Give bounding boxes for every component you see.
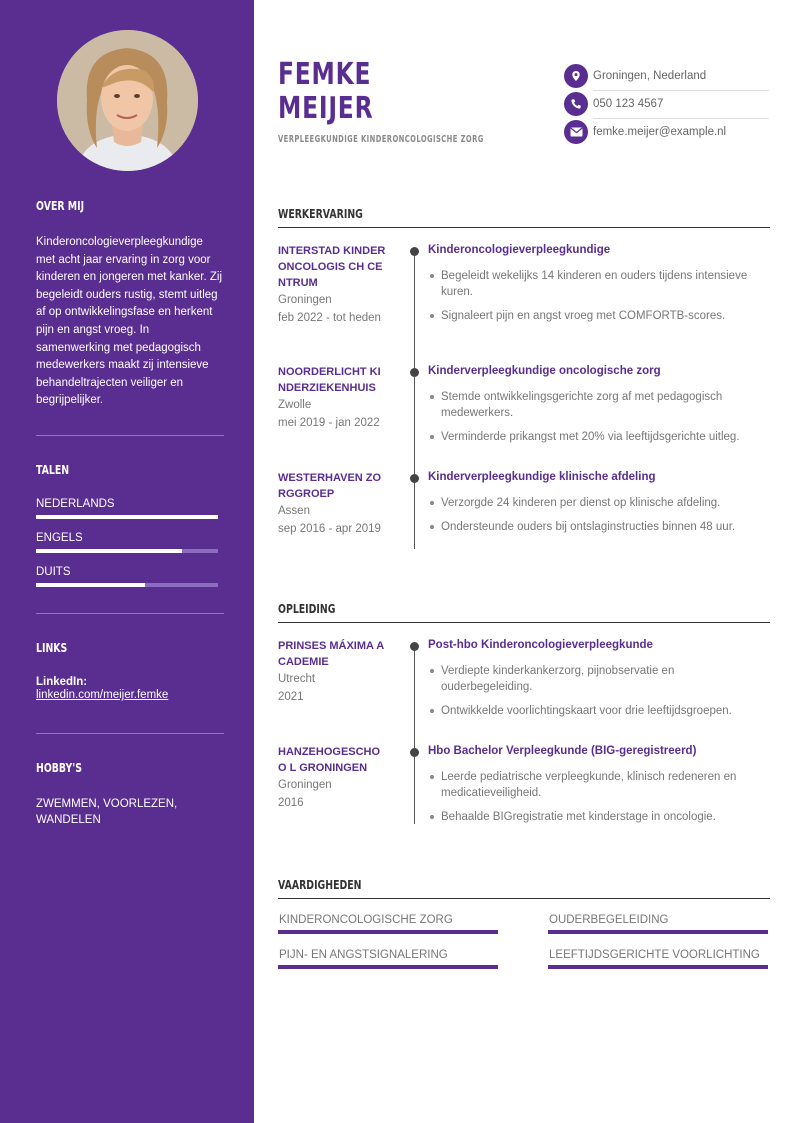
about-heading: OVER MIJ xyxy=(36,199,85,213)
skill-name: KINDERONCOLOGISCHE ZORG xyxy=(279,914,453,926)
language-name: DUITS xyxy=(36,566,71,578)
timeline-dot xyxy=(410,474,419,483)
about-text-block xyxy=(36,234,224,410)
employer-city: Zwolle xyxy=(278,399,312,411)
location-pin-icon xyxy=(564,64,588,88)
bullet-item: Signaleert pijn en angst vroeg met COMFORTB-scores. xyxy=(428,308,763,324)
avatar xyxy=(57,30,198,171)
job-bullets xyxy=(428,495,763,543)
skill-item xyxy=(548,949,768,969)
skill-bar xyxy=(278,965,498,969)
school-city: Utrecht xyxy=(278,673,316,685)
language-item xyxy=(36,498,224,519)
languages-section xyxy=(36,463,224,477)
contact-email-text: femke.meijer@example.nl xyxy=(593,126,727,138)
language-item xyxy=(36,532,224,553)
phone-icon xyxy=(564,92,588,116)
links-section xyxy=(36,641,224,655)
employment-period: feb 2022 - tot heden xyxy=(278,312,381,324)
employer-name: NOORDERLICHT KINDERZIEKENHUIS xyxy=(278,366,381,394)
contact-location-text: Groningen, Nederland xyxy=(593,70,707,82)
name-last: MEIJER xyxy=(278,91,374,126)
language-level-bar xyxy=(36,583,218,587)
sidebar-divider xyxy=(36,613,224,614)
linkedin-link[interactable]: linkedin.com/meijer.femke xyxy=(36,689,169,701)
bullet-item: Begeleidt wekelijks 14 kinderen en ouders tijdens intensieve kuren. xyxy=(428,268,763,300)
graduation-year: 2016 xyxy=(278,797,304,809)
about-section xyxy=(36,199,224,213)
job-bullets xyxy=(428,389,763,453)
skill-name: PIJN- EN ANGSTSIGNALERING xyxy=(279,949,448,961)
skill-bar xyxy=(548,930,768,934)
employer-city: Groningen xyxy=(278,294,332,306)
timeline-dot xyxy=(410,368,419,377)
job-bullets xyxy=(428,268,763,332)
hobbies-text: ZWEMMEN, VOORLEZEN, WANDELEN xyxy=(36,798,178,826)
name-first: FEMKE xyxy=(278,57,372,92)
bullet-item: Ontwikkelde voorlichtingskaart voor drie leeftijdsgroepen. xyxy=(428,703,763,719)
language-level-fill xyxy=(36,549,182,553)
employer-name: INTERSTAD KINDERONCOLOGIS CH CENTRUM xyxy=(278,245,386,289)
sidebar-divider xyxy=(36,733,224,734)
degree-name: Post-hbo Kinderoncologieverpleegkunde xyxy=(428,639,653,651)
hobbies-heading: HOBBY'S xyxy=(36,761,82,775)
timeline-dot xyxy=(410,247,419,256)
education-heading-text: OPLEIDING xyxy=(278,602,336,616)
bullet-item: Ondersteunde ouders bij ontslaginstructies binnen 48 uur. xyxy=(428,519,763,535)
job-title: VERPLEEGKUNDIGE KINDERONCOLOGISCHE ZORG xyxy=(278,134,484,145)
links-heading: LINKS xyxy=(36,641,68,655)
skill-name: LEEFTIJDSGERICHTE VOORLICHTING xyxy=(549,949,760,961)
employer-name: WESTERHAVEN ZORGGROEP xyxy=(278,472,382,500)
linkedin-label: LinkedIn: xyxy=(36,676,88,688)
skill-item xyxy=(278,949,498,969)
bullet-item: Behaalde BIGregistratie met kinderstage in oncologie. xyxy=(428,809,763,825)
bullet-item: Verzorgde 24 kinderen per dienst op klinische afdeling. xyxy=(428,495,763,511)
hobbies-block xyxy=(36,796,224,828)
degree-name: Hbo Bachelor Verpleegkunde (BIG-geregistreerd) xyxy=(428,745,697,757)
experience-heading-text: WERKERVARING xyxy=(278,207,363,221)
employment-period: sep 2016 - apr 2019 xyxy=(278,523,381,535)
bullet-item: Verminderde prikangst met 20% via leeftijdsgerichte uitleg. xyxy=(428,429,763,445)
section-rule xyxy=(278,622,770,623)
school-name: HANZEHOGESCHOO L GRONINGEN xyxy=(278,746,381,774)
employment-period: mei 2019 - jan 2022 xyxy=(278,417,380,429)
contact-location xyxy=(564,62,769,90)
person-name xyxy=(278,58,373,126)
skill-bar xyxy=(548,965,768,969)
employer-city: Assen xyxy=(278,505,310,517)
contact-email xyxy=(564,118,769,146)
education-bullets xyxy=(428,769,763,833)
skill-name: OUDERBEGELEIDING xyxy=(549,914,669,926)
timeline-dot xyxy=(410,748,419,757)
language-name: NEDERLANDS xyxy=(36,498,115,510)
graduation-year: 2021 xyxy=(278,691,304,703)
bullet-item: Stemde ontwikkelingsgerichte zorg af met pedagogisch medewerkers. xyxy=(428,389,763,421)
about-text: Kinderoncologieverpleegkundige met acht jaar ervaring in zorg voor kinderen en jongeren met kanker. Zij begeleidt ouders rustig, stemt uitleg af op ontwikkelingsfase en herkent pijn en angst vroeg. In samenwerking met pedagogisch medewerkers maakt zij intensieve behandeltrajecten veiliger en begrijpelijker. xyxy=(36,236,223,407)
experience-heading xyxy=(278,207,770,221)
language-level-bar xyxy=(36,549,218,553)
education-bullets xyxy=(428,663,763,727)
language-level-bar xyxy=(36,515,218,519)
hobbies-section xyxy=(36,761,224,775)
education-heading xyxy=(278,602,770,616)
portrait-image xyxy=(57,30,198,171)
timeline-dot xyxy=(410,642,419,651)
language-level-fill xyxy=(36,515,218,519)
school-city: Groningen xyxy=(278,779,332,791)
school-name: PRINSES MÁXIMA ACADEMIE xyxy=(278,640,385,668)
skill-bar xyxy=(278,930,498,934)
contact-phone-text: 050 123 4567 xyxy=(593,98,664,110)
skill-item xyxy=(548,914,768,934)
bullet-item: Verdiepte kinderkankerzorg, pijnobservatie en ouderbegeleiding. xyxy=(428,663,763,695)
language-item xyxy=(36,566,224,587)
linkedin-block xyxy=(36,676,224,701)
section-rule xyxy=(278,898,770,899)
job-role: Kinderverpleegkundige oncologische zorg xyxy=(428,365,661,377)
job-role: Kinderoncologieverpleegkundige xyxy=(428,244,611,256)
language-level-fill xyxy=(36,583,145,587)
languages-heading: TALEN xyxy=(36,463,70,477)
contact-phone xyxy=(564,90,769,118)
skills-heading-text: VAARDIGHEDEN xyxy=(278,878,362,892)
sidebar-divider xyxy=(36,435,224,436)
skill-item xyxy=(278,914,498,934)
language-name: ENGELS xyxy=(36,532,83,544)
bullet-item: Leerde pediatrische verpleegkunde, klinisch redeneren en medicatieveiligheid. xyxy=(428,769,763,801)
job-role: Kinderverpleegkundige klinische afdeling xyxy=(428,471,656,483)
section-rule xyxy=(278,227,770,228)
skills-heading xyxy=(278,878,770,892)
email-icon xyxy=(564,120,588,144)
sidebar xyxy=(0,0,254,1123)
